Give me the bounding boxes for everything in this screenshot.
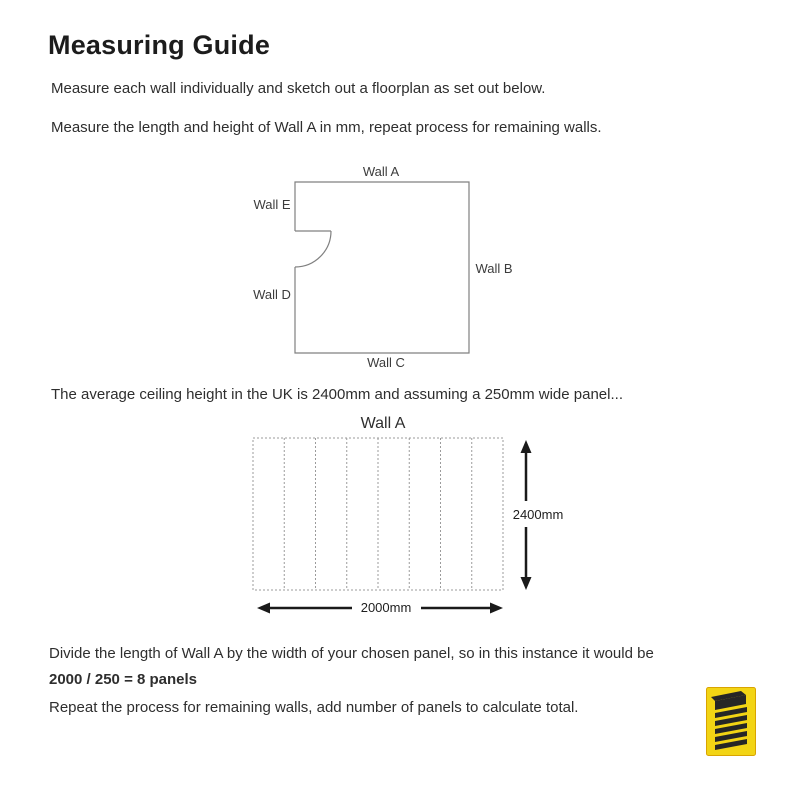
panel-diagram-title: Wall A <box>360 415 406 432</box>
floorplan-drawing <box>295 182 469 353</box>
height-dimension-label: 2400mm <box>512 507 564 522</box>
floorplan-wall-c-label: Wall C <box>367 355 405 370</box>
floorplan-wall-b-label: Wall B <box>475 261 513 276</box>
floorplan-wall-d-label: Wall D <box>253 287 291 302</box>
floorplan-wall-a-label: Wall A <box>362 164 400 179</box>
ceiling-note: The average ceiling height in the UK is 2400mm and assuming a 250mm wide panel... <box>51 386 623 403</box>
formula-line: 2000 / 250 = 8 panels <box>49 671 198 688</box>
panel-grid-outline <box>253 438 503 590</box>
repeat-line: Repeat the process for remaining walls, add number of panels to calculate total. <box>49 699 579 716</box>
panel-dividers <box>284 438 472 590</box>
brand-logo <box>706 687 756 756</box>
divide-line: Divide the length of Wall A by the width of your chosen panel, so in this instance it would be <box>49 645 654 662</box>
floorplan-walls <box>295 182 469 353</box>
width-dimension-label: 2000mm <box>360 600 412 615</box>
floorplan-wall-e-label: Wall E <box>253 197 291 212</box>
door-swing-arc <box>295 231 331 267</box>
intro-line-2: Measure the length and height of Wall A in mm, repeat process for remaining walls. <box>51 119 602 136</box>
intro-line-1: Measure each wall individually and sketch out a floorplan as set out below. <box>51 80 546 97</box>
page-title: Measuring Guide <box>48 30 271 60</box>
panel-stack-icon <box>706 687 756 756</box>
panel-grid <box>253 438 503 590</box>
